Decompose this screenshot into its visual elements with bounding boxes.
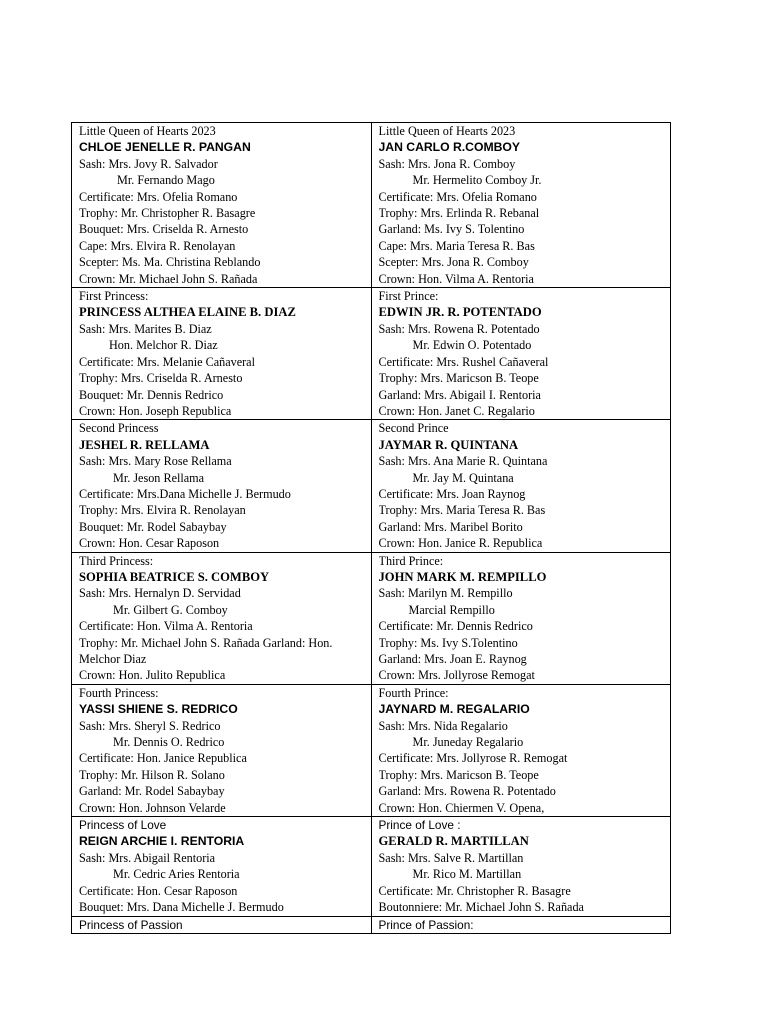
awards-table xyxy=(71,122,671,934)
sponsor-line: Certificate: Hon. Cesar Raposon xyxy=(79,883,238,898)
awardee-name: JESHEL R. RELLAMA xyxy=(79,437,210,452)
sponsor-line: Marcial Rempillo xyxy=(408,602,495,617)
award-title: Second Prince xyxy=(378,421,449,436)
sponsor-line: Certificate: Mr. Dennis Redrico xyxy=(378,619,533,634)
sponsor-line: Boutonniere: Mr. Michael John S. Rañada xyxy=(378,900,584,915)
sponsor-line: Sash: Mrs. Nida Regalario xyxy=(378,718,508,733)
sponsor-line: Trophy: Mr. Michael John S. Rañada Garland: Hon. xyxy=(79,635,333,650)
sponsor-line: Sash: Mrs. Salve R. Martillan xyxy=(378,850,524,865)
sponsor-line: Sash: Mrs. Ana Marie R. Quintana xyxy=(378,454,548,469)
sponsor-line: Bouquet: Mr. Dennis Redrico xyxy=(79,387,224,402)
sponsor-line: Mr. Cedric Aries Rentoria xyxy=(113,867,240,882)
award-cell-right xyxy=(371,288,671,420)
sponsor-line: Mr. Dennis O. Redrico xyxy=(113,735,225,750)
award-cell-right xyxy=(371,916,671,933)
award-cell-left xyxy=(72,916,372,933)
sponsor-line: Crown: Mr. Michael John S. Rañada xyxy=(79,271,258,286)
sponsor-line: Crown: Hon. Janet C. Regalario xyxy=(378,403,535,418)
sponsor-line: Certificate: Mrs.Dana Michelle J. Bermudo xyxy=(79,486,291,501)
table-row xyxy=(72,817,671,916)
sponsor-line: Certificate: Mrs. Melanie Cañaveral xyxy=(79,354,255,369)
award-title: Fourth Prince: xyxy=(378,685,449,700)
awardee-name: SOPHIA BEATRICE S. COMBOY xyxy=(79,569,270,584)
award-cell-right xyxy=(371,552,671,684)
awardee-name: JAYMAR R. QUINTANA xyxy=(378,437,519,452)
table-row xyxy=(72,916,671,933)
award-cell-right xyxy=(371,420,671,552)
sponsor-line: Cape: Mrs. Maria Teresa R. Bas xyxy=(378,238,535,253)
award-title: Third Princess: xyxy=(79,553,154,568)
sponsor-line: Sash: Mrs. Jona R. Comboy xyxy=(378,156,516,171)
sponsor-line: Certificate: Mr. Christopher R. Basagre xyxy=(378,883,571,898)
sponsor-line: Bouquet: Mr. Rodel Sabaybay xyxy=(79,519,227,534)
awardee-name: CHLOE JENELLE R. PANGAN xyxy=(79,140,251,155)
sponsor-line: Mr. Jay M. Quintana xyxy=(412,470,514,485)
sponsor-line: Certificate: Hon. Janice Republica xyxy=(79,751,247,766)
sponsor-line: Trophy: Mrs. Maricson B. Teope xyxy=(378,767,539,782)
sponsor-line: Garland: Mrs. Joan E. Raynog xyxy=(378,652,527,666)
award-cell-left xyxy=(72,817,372,916)
sponsor-line: Bouquet: Mrs. Criselda R. Arnesto xyxy=(79,222,249,237)
sponsor-line: Certificate: Mrs. Rushel Cañaveral xyxy=(378,354,549,369)
sponsor-line: Mr. Edwin O. Potentado xyxy=(412,338,532,353)
sponsor-line: Mr. Rico M. Martillan xyxy=(412,867,522,882)
sponsor-line: Bouquet: Mrs. Dana Michelle J. Bermudo xyxy=(79,900,284,915)
sponsor-line: Crown: Hon. Joseph Republica xyxy=(79,403,232,418)
award-title: Third Prince: xyxy=(378,553,444,568)
award-title: Princess of Love xyxy=(79,818,167,833)
awardee-name: PRINCESS ALTHEA ELAINE B. DIAZ xyxy=(79,305,296,320)
sponsor-line: Crown: Hon. Johnson Velarde xyxy=(79,800,226,815)
sponsor-line: Crown: Hon. Vilma A. Rentoria xyxy=(378,271,534,286)
table-row xyxy=(72,123,671,288)
sponsor-line: Sash: Mrs. Marites B. Diaz xyxy=(79,321,212,336)
sponsor-line: Certificate: Mrs. Joan Raynog xyxy=(378,486,526,501)
sponsor-line: Sash: Mrs. Rowena R. Potentado xyxy=(378,321,540,336)
sponsor-line: Mr. Fernando Mago xyxy=(117,173,215,188)
sponsor-line: Trophy: Mr. Hilson R. Solano xyxy=(79,767,225,782)
award-cell-left xyxy=(72,288,372,420)
sponsor-line: Trophy: Mrs. Maricson B. Teope xyxy=(378,371,539,386)
award-title: Second Princess xyxy=(79,421,159,436)
sponsor-line: Scepter: Mrs. Jona R. Comboy xyxy=(378,255,529,270)
award-cell-left xyxy=(72,123,372,288)
sponsor-line: Crown: Hon. Cesar Raposon xyxy=(79,536,220,551)
sponsor-line: Certificate: Mrs. Ofelia Romano xyxy=(378,189,537,204)
sponsor-line: Garland: Mrs. Maribel Borito xyxy=(378,519,523,534)
table-row xyxy=(72,684,671,816)
sponsor-line: Sash: Mrs. Mary Rose Rellama xyxy=(79,454,232,469)
awardee-name: REIGN ARCHIE I. RENTORIA xyxy=(79,834,245,849)
awardee-name: YASSI SHIENE S. REDRICO xyxy=(79,702,238,717)
award-title: Princess of Passion xyxy=(79,917,183,932)
sponsor-line: Sash: Marilyn M. Rempillo xyxy=(378,586,513,601)
award-title: Prince of Love : xyxy=(378,818,461,833)
sponsor-line: Garland: Mrs. Rowena R. Potentado xyxy=(378,784,556,799)
table-row xyxy=(72,552,671,684)
sponsor-line: Crown: Hon. Janice R. Republica xyxy=(378,536,543,551)
award-title: Little Queen of Hearts 2023 xyxy=(79,124,216,138)
sponsor-line: Certificate: Mrs. Ofelia Romano xyxy=(79,189,238,204)
awardee-name: JAN CARLO R.COMBOY xyxy=(378,140,521,155)
sponsor-line: Melchor Diaz xyxy=(79,652,147,666)
award-cell-left xyxy=(72,684,372,816)
sponsor-line: Garland: Ms. Ivy S. Tolentino xyxy=(378,222,525,237)
sponsor-line: Mr. Juneday Regalario xyxy=(412,735,524,750)
sponsor-line: Sash: Mrs. Sheryl S. Redrico xyxy=(79,718,221,733)
sponsor-line: Trophy: Mrs. Maria Teresa R. Bas xyxy=(378,503,546,518)
sponsor-line: Mr. Gilbert G. Comboy xyxy=(113,602,228,617)
awardee-name: JAYNARD M. REGALARIO xyxy=(378,702,530,717)
sponsor-line: Trophy: Mrs. Erlinda R. Rebanal xyxy=(378,206,540,221)
sponsor-line: Trophy: Mr. Christopher R. Basagre xyxy=(79,206,256,221)
sponsor-line: Sash: Mrs. Hernalyn D. Servidad xyxy=(79,586,241,601)
sponsor-line: Sash: Mrs. Jovy R. Salvador xyxy=(79,156,218,171)
sponsor-line: Crown: Hon. Chiermen V. Opena, xyxy=(378,800,545,815)
award-cell-right xyxy=(371,123,671,288)
table-row xyxy=(72,288,671,420)
sponsor-line: Crown: Hon. Julito Republica xyxy=(79,668,226,683)
sponsor-line: Trophy: Mrs. Criselda R. Arnesto xyxy=(79,371,243,386)
sponsor-line: Trophy: Mrs. Elvira R. Renolayan xyxy=(79,503,246,518)
award-title: First Princess: xyxy=(79,289,149,304)
sponsor-line: Hon. Melchor R. Diaz xyxy=(109,338,218,353)
sponsor-line: Certificate: Hon. Vilma A. Rentoria xyxy=(79,619,253,634)
sponsor-line: Scepter: Ms. Ma. Christina Reblando xyxy=(79,255,261,270)
sponsor-line: Sash: Mrs. Abigail Rentoria xyxy=(79,850,216,865)
award-title: Little Queen of Hearts 2023 xyxy=(378,124,516,138)
sponsor-line: Garland: Mr. Rodel Sabaybay xyxy=(79,784,225,799)
sponsor-line: Cape: Mrs. Elvira R. Renolayan xyxy=(79,238,236,253)
award-cell-right xyxy=(371,817,671,916)
sponsor-line: Mr. Jeson Rellama xyxy=(113,470,205,485)
sponsor-line: Mr. Hermelito Comboy Jr. xyxy=(412,173,542,188)
awards-page xyxy=(71,122,671,934)
sponsor-line: Garland: Mrs. Abigail I. Rentoria xyxy=(378,387,541,402)
award-title: Prince of Passion: xyxy=(378,917,474,932)
sponsor-line: Trophy: Ms. Ivy S.Tolentino xyxy=(378,635,518,650)
sponsor-line: Certificate: Mrs. Jollyrose R. Remogat xyxy=(378,751,568,766)
table-row xyxy=(72,420,671,552)
awardee-name: EDWIN JR. R. POTENTADO xyxy=(378,305,542,320)
award-title: First Prince: xyxy=(378,289,439,304)
award-cell-left xyxy=(72,552,372,684)
sponsor-line: Crown: Mrs. Jollyrose Remogat xyxy=(378,668,535,683)
award-cell-right xyxy=(371,684,671,816)
award-cell-left xyxy=(72,420,372,552)
award-title: Fourth Princess: xyxy=(79,685,159,700)
awardee-name: JOHN MARK M. REMPILLO xyxy=(378,569,547,584)
awardee-name: GERALD R. MARTILLAN xyxy=(378,834,529,849)
